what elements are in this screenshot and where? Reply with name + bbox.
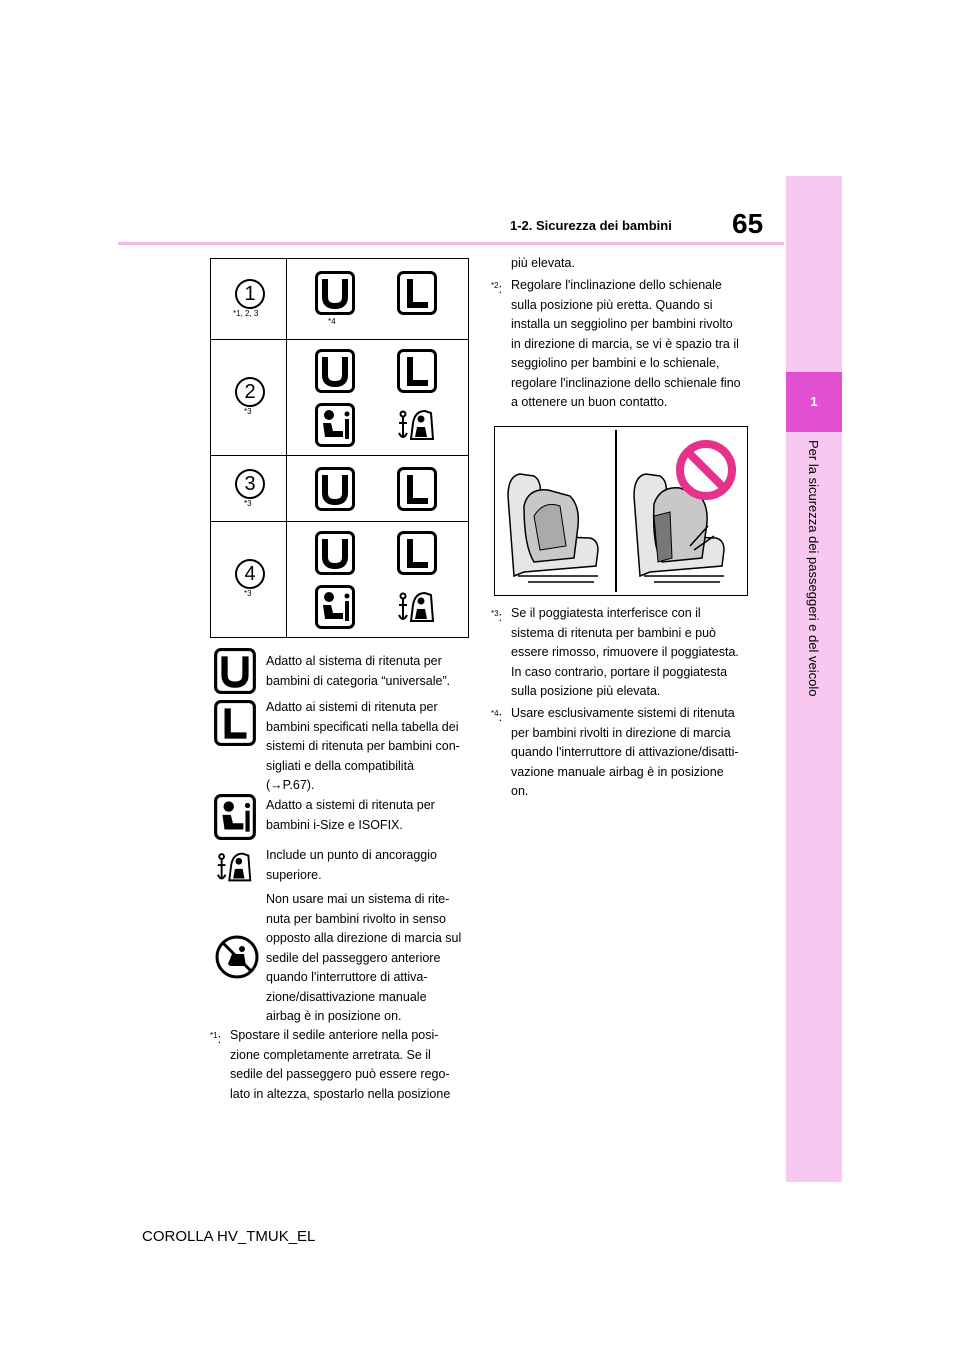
universal-U-icon (214, 648, 256, 694)
position-note: *3 (244, 499, 252, 508)
limited-L-icon (397, 271, 437, 315)
footnote-2: $^{*2}$: Regolare l'inclinazione dello schienale sulla posizione più eretta. Quando si installa un seggiolino per bambini rivolto in direzione di marcia, se vi è spazio tra il seggiolino per bambini e lo schienale, regolare l'inclinazione dello schienale fino a ottenere un buon contatto. (491, 278, 741, 409)
top-tether-anchor-icon (214, 846, 256, 888)
position-number: 4 (235, 559, 265, 589)
legend-universal-text: Adatto al sistema di ritenuta per bambini di categoria “universale”. (266, 654, 451, 688)
universal-U-icon (315, 271, 355, 315)
footer-model: COROLLA HV_TMUK_EL (142, 1228, 316, 1245)
position-number: 3 (235, 469, 265, 499)
chapter-number: 1 (810, 394, 818, 409)
legend-anchor-text: Include un punto di ancoraggio superiore. (266, 848, 437, 882)
no-rearward-seat-icon (214, 934, 260, 980)
seat-illustration (494, 426, 748, 596)
footnote-1: $^{*1}$: Spostare il sedile anteriore nella posi- zione completamente arretrata. Se il sedile del passeggero può essere rego- lato in altezza, spostarlo nella posizione (210, 1028, 451, 1101)
legend-isize-text: Adatto a sistemi di ritenuta per bambini i-Size e ISOFIX. (266, 798, 435, 832)
chapter-number-tab (786, 372, 842, 432)
section-title: 1-2. Sicurezza dei bambini (510, 218, 672, 233)
footnote-4: $^{*4}$: Usare esclusivamente sistemi di ritenuta per bambini rivolti in direzione di marcia quando l'interruttore di attivazione/disatti- vazione manuale airbag è in posizione on. (491, 706, 739, 798)
position-number: 1 (235, 279, 265, 309)
icon-note: *4 (328, 317, 336, 326)
position-note: *3 (244, 589, 252, 598)
isize-isofix-icon (315, 585, 355, 629)
limited-L-icon (397, 531, 437, 575)
position-number: 2 (235, 377, 265, 407)
limited-L-icon (214, 700, 256, 746)
position-note: *1, 2, 3 (233, 309, 259, 318)
isize-isofix-icon (315, 403, 355, 447)
position-note: *3 (244, 407, 252, 416)
footnote-3: $^{*3}$: Se il poggiatesta interferisce con il sistema di ritenuta per bambini e può essere rimosso, rimuovere il poggiatesta. In caso contrario, portare il poggiatesta sulla posizione più elevata. (491, 606, 739, 698)
top-tether-anchor-icon (397, 403, 437, 447)
page-number: 65 (732, 208, 764, 239)
limited-L-icon (397, 467, 437, 511)
isize-isofix-icon (214, 794, 256, 840)
seating-position-table (210, 258, 469, 638)
legend-prohibition-text: Non usare mai un sistema di rite- nuta per bambini rivolto in senso opposto alla direzione di marcia sul sedile del passeggero anteriore quando l'interruttore di attiva- zione/disattivazione manuale airbag è in posizione on. (266, 892, 462, 1023)
top-tether-anchor-icon (397, 585, 437, 629)
universal-U-icon (315, 531, 355, 575)
chapter-title: Per la sicurezza dei passeggeri e del veicolo (806, 440, 821, 697)
chapter-title-vertical (805, 440, 825, 710)
header-rule (118, 242, 784, 245)
limited-L-icon (397, 349, 437, 393)
universal-U-icon (315, 467, 355, 511)
legend-limited-text: Adatto ai sistemi di ritenuta per bambini specificati nella tabella dei sistemi di ritenuta per bambini con- sigliati e della compatibilità (→P.67). (266, 700, 460, 792)
universal-U-icon (315, 349, 355, 393)
footnote-1-continued: più elevata. (511, 256, 575, 270)
